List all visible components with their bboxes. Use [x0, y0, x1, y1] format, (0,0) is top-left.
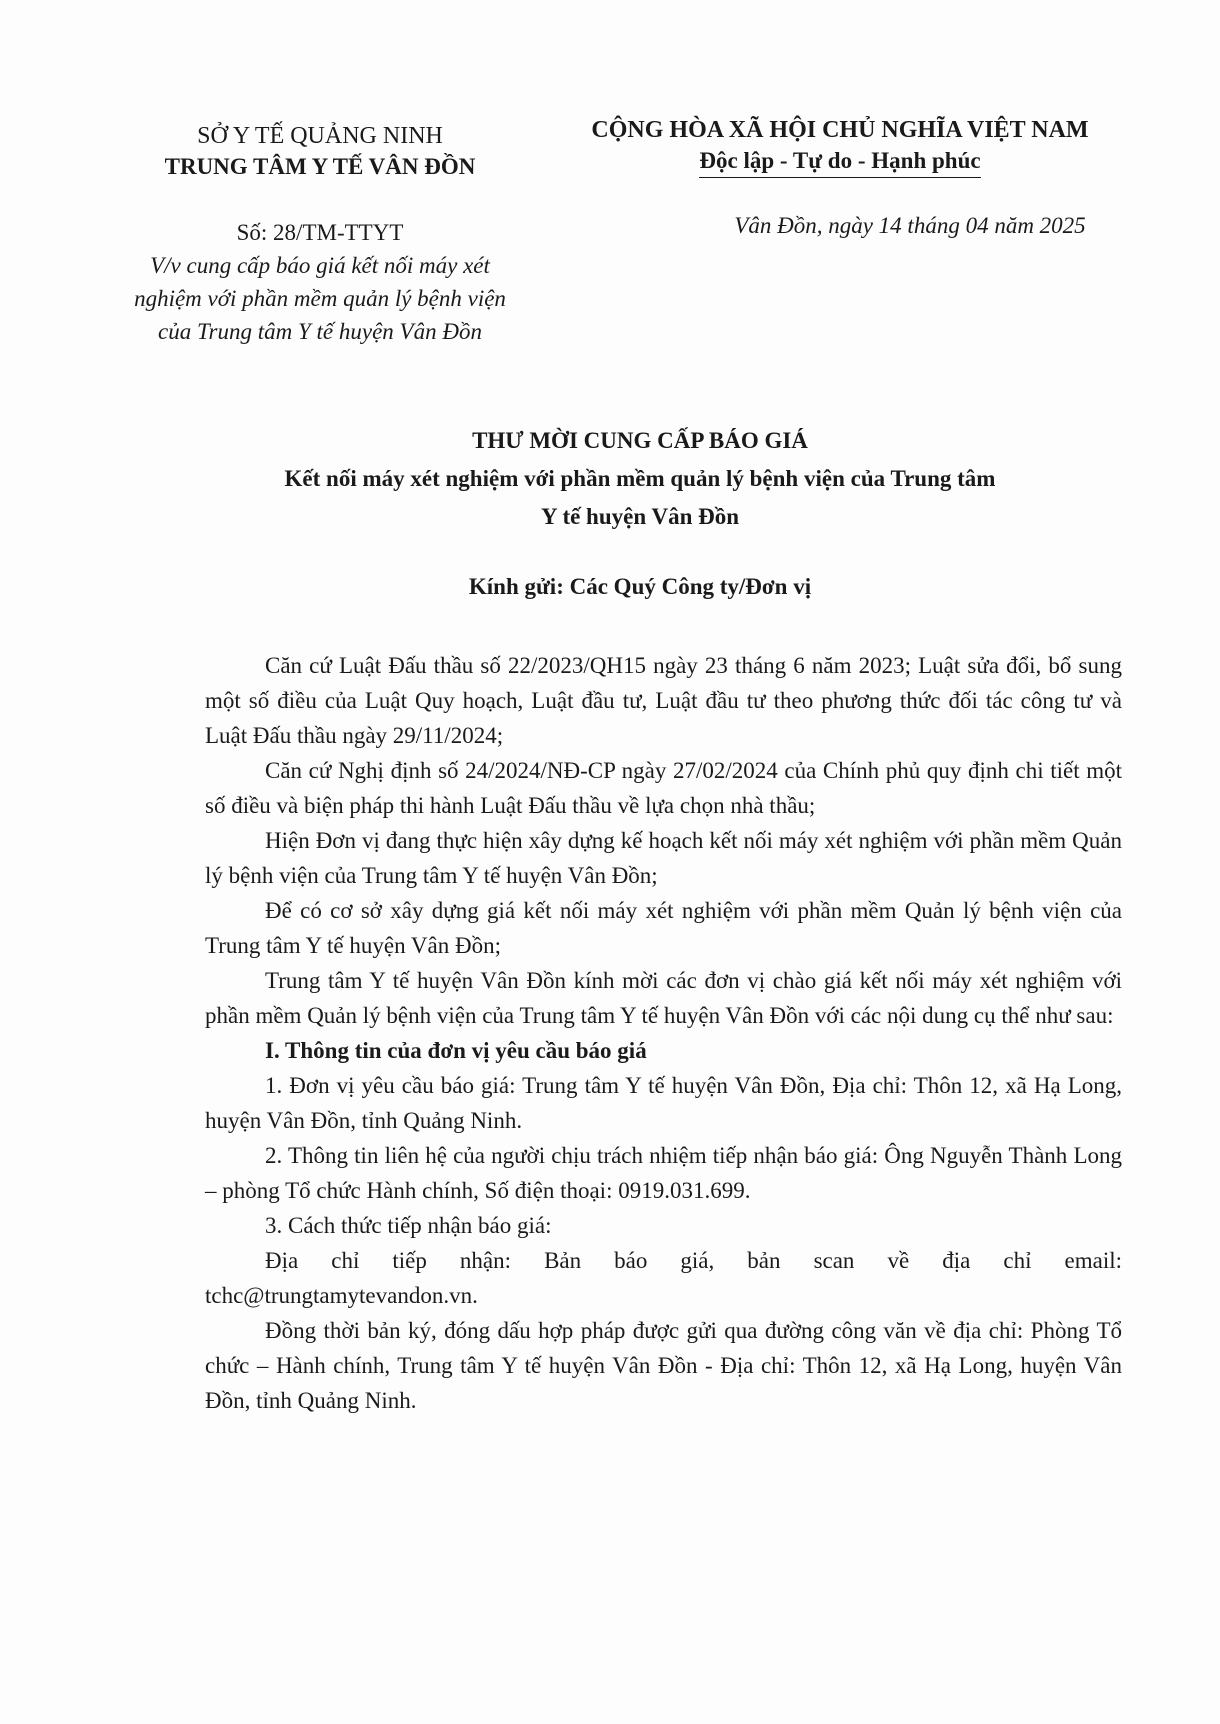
section-heading: I. Thông tin của đơn vị yêu cầu báo giá: [265, 1038, 647, 1063]
document-number: Số: 28/TM-TTYT: [236, 220, 404, 245]
republic-name: CỘNG HÒA XÃ HỘI CHỦ NGHĨA VIỆT NAM: [591, 117, 1089, 143]
paragraph: Để có cơ sở xây dựng giá kết nối máy xét nghiệm với phần mềm Quản lý bệnh viện của Trung tâm Y tế huyện Vân Đồn;: [205, 898, 1122, 958]
paragraph: Căn cứ Luật Đấu thầu số 22/2023/QH15 ngày 23 tháng 6 năm 2023; Luật sửa đổi, bổ sung một số điều của Luật Quy hoạch, Luật đầu tư, Luật đầu tư theo phương thức đối tác công tư và Luật Đấu thầu ngày 29/11/2024;: [205, 653, 1122, 748]
document-title: THƯ MỜI CUNG CẤP BÁO GIÁ: [472, 428, 808, 453]
date-line: Vân Đồn, ngày 14 tháng 04 năm 2025: [734, 213, 1086, 238]
greeting: Kính gửi: Các Quý Công ty/Đơn vị: [468, 574, 812, 599]
document-subtitle: Kết nối máy xét nghiệm với phần mềm quản lý bệnh viện của Trung tâm Y tế huyện Vân Đồn: [284, 466, 996, 529]
mail-note: Đồng thời bản ký, đóng dấu hợp pháp được gửi qua đường công văn về địa chỉ: Phòng Tổ chức – Hành chính, Trung tâm Y tế huyện Vân Đồn - Địa chỉ: Thôn 12, xã Hạ Long, huyện Vân Đồn, tỉnh Quảng Ninh.: [205, 1318, 1122, 1413]
paragraph: Căn cứ Nghị định số 24/2024/NĐ-CP ngày 27/02/2024 của Chính phủ quy định chi tiết một số điều và biện pháp thi hành Luật Đấu thầu về lựa chọn nhà thầu;: [205, 758, 1122, 818]
department-name: SỞ Y TẾ QUẢNG NINH: [197, 123, 443, 149]
paragraph: Trung tâm Y tế huyện Vân Đồn kính mời các đơn vị chào giá kết nối máy xét nghiệm với phần mềm Quản lý bệnh viện của Trung tâm Y tế huyện Vân Đồn với các nội dung cụ thể như sau:: [205, 968, 1122, 1028]
email-address: tchc@trungtamytevandon.vn.: [205, 1283, 478, 1308]
national-header: [560, 114, 1120, 178]
issuing-agency: [120, 120, 520, 182]
list-item: 1. Đơn vị yêu cầu báo giá: Trung tâm Y tế huyện Vân Đồn, Địa chỉ: Thôn 12, xã Hạ Long, huyện Vân Đồn, tỉnh Quảng Ninh.: [205, 1073, 1122, 1133]
paragraph: Hiện Đơn vị đang thực hiện xây dựng kế hoạch kết nối máy xét nghiệm với phần mềm Quản lý bệnh viện của Trung tâm Y tế huyện Vân Đồn;: [205, 828, 1122, 888]
receive-address: Địa chỉ tiếp nhận: Bản báo giá, bản scan về địa chỉ email:: [265, 1248, 1122, 1273]
list-item: 3. Cách thức tiếp nhận báo giá:: [265, 1213, 552, 1238]
document-body: [205, 648, 1122, 1418]
national-motto: Độc lập - Tự do - Hạnh phúc: [699, 146, 980, 178]
organization-name: TRUNG TÂM Y TẾ VÂN ĐỒN: [164, 154, 476, 179]
document-reference: [120, 216, 520, 348]
document-subject: V/v cung cấp báo giá kết nối máy xét nghiệm với phần mềm quản lý bệnh viện của Trung tâm Y tế huyện Vân Đồn: [134, 253, 506, 344]
list-item: 2. Thông tin liên hệ của người chịu trách nhiệm tiếp nhận báo giá: Ông Nguyễn Thành Long – phòng Tổ chức Hành chính, Số điện thoại: 0919.031.699.: [205, 1143, 1122, 1203]
title-block: [160, 422, 1120, 536]
